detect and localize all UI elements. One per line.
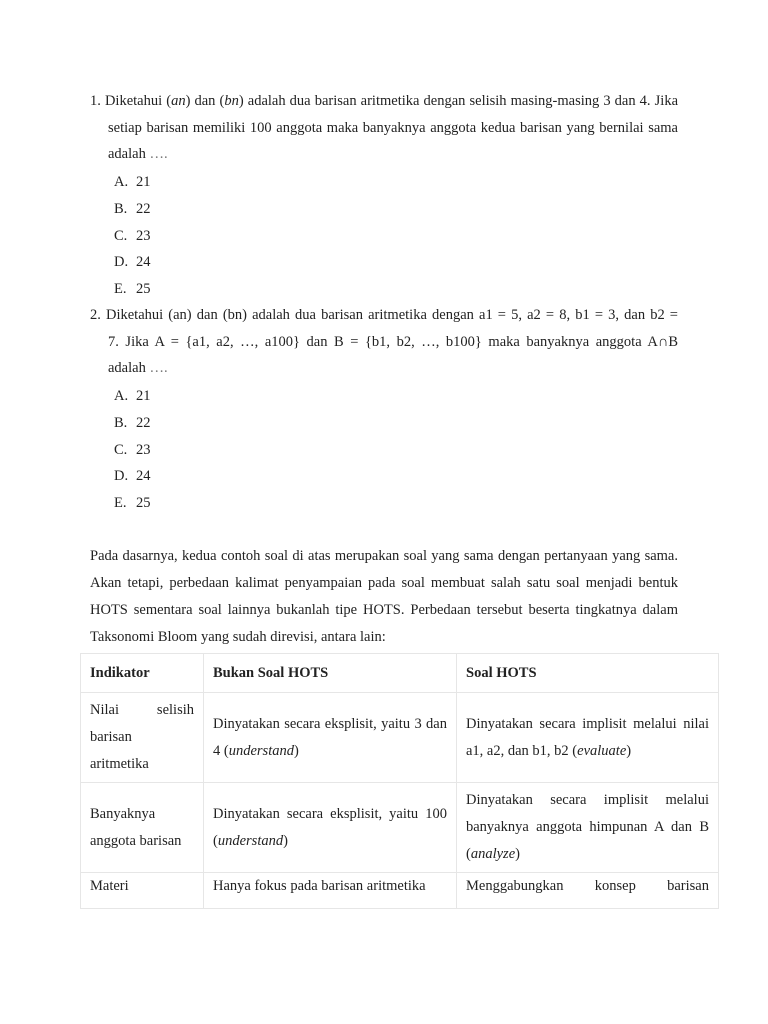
- q1-option-e: E. 25: [114, 281, 151, 298]
- comparison-table: [80, 653, 719, 909]
- table-row: [81, 873, 719, 909]
- q2-option-d: D. 24: [114, 468, 151, 485]
- cell-bukan-hots: Dinyatakan secara eksplisit, yaitu 100 (understand): [204, 783, 457, 873]
- header-indikator: Indikator: [81, 654, 204, 693]
- q2-option-e: E. 25: [114, 495, 151, 512]
- q1-an: an: [171, 93, 186, 109]
- q1-options: [114, 169, 151, 303]
- q2-line-3: adalah: [108, 360, 146, 377]
- q2-option-a: A. 21: [114, 388, 151, 404]
- q1-text-a: 1. Diketahui (: [90, 93, 172, 109]
- cell-bukan-hots: Dinyatakan secara eksplisit, yaitu 3 dan 4 (understand): [204, 693, 457, 783]
- q2-dots: ….: [149, 360, 168, 377]
- q2-option-c: C. 23: [114, 441, 151, 458]
- q1-text-b: ) dan (: [185, 93, 225, 109]
- header-bukan-hots: Bukan Soal HOTS: [204, 654, 457, 693]
- cell-hots: Menggabungkan konsep barisan: [457, 873, 719, 909]
- cell-bukan-hots: Hanya fokus pada barisan aritmetika: [204, 873, 457, 909]
- table-header-row: [81, 654, 719, 693]
- q1-option-b: B. 22: [114, 200, 151, 217]
- explanation-paragraph: Pada dasarnya, kedua contoh soal di atas merupakan soal yang sama dengan pertanyaan yang sama. Akan tetapi, perbedaan kalimat penyampaian pada soal membuat salah satu soal menjadi bentuk HOTS sementara soal lainnya bukanlah tipe HOTS. Perbedaan tersebut beserta tingkatnya dalam Taksonomi Bloom yang sudah direvisi, antara lain:: [90, 548, 678, 645]
- table-row: [81, 693, 719, 783]
- cell-indikator: Materi: [81, 873, 204, 909]
- q1-dots: ….: [149, 146, 168, 163]
- q1-text-c: ) adalah dua barisan aritmetika dengan selisih masing-masing 3 dan 4. Jika setiap barisan memiliki 100 anggota maka banyaknya anggota kedua barisan yang bernilai sama adalah: [108, 93, 679, 163]
- cell-indikator: Nilai selisih barisan aritmetika: [81, 693, 204, 783]
- q1-option-d: D. 24: [114, 254, 151, 271]
- cell-hots: Dinyatakan secara implisit melalui banyaknya anggota himpunan A dan B (analyze): [457, 783, 719, 873]
- cell-hots: Dinyatakan secara implisit melalui nilai a1, a2, dan b1, b2 (evaluate): [457, 693, 719, 783]
- cell-indikator: Banyaknya anggota barisan: [81, 783, 204, 873]
- q2-line-1: 2. Diketahui (an) dan (bn) adalah dua barisan aritmetika dengan a1 = 5, a2 = 8, b1 = 3, dan b2 =: [90, 307, 678, 323]
- q1-option-c: C. 23: [114, 227, 151, 244]
- table-row: [81, 783, 719, 873]
- question-1: [90, 88, 678, 168]
- q2-option-b: B. 22: [114, 414, 151, 431]
- q1-bn: bn: [224, 93, 239, 109]
- q2-options: [114, 383, 151, 517]
- q2-line-2: 7. Jika A = {a1, a2, …, a100} dan B = {b1, b2, …, b100} maka banyaknya anggota A∩B: [108, 333, 678, 350]
- question-2: [90, 302, 678, 382]
- q1-option-a: A. 21: [114, 174, 151, 190]
- header-hots: Soal HOTS: [457, 654, 719, 693]
